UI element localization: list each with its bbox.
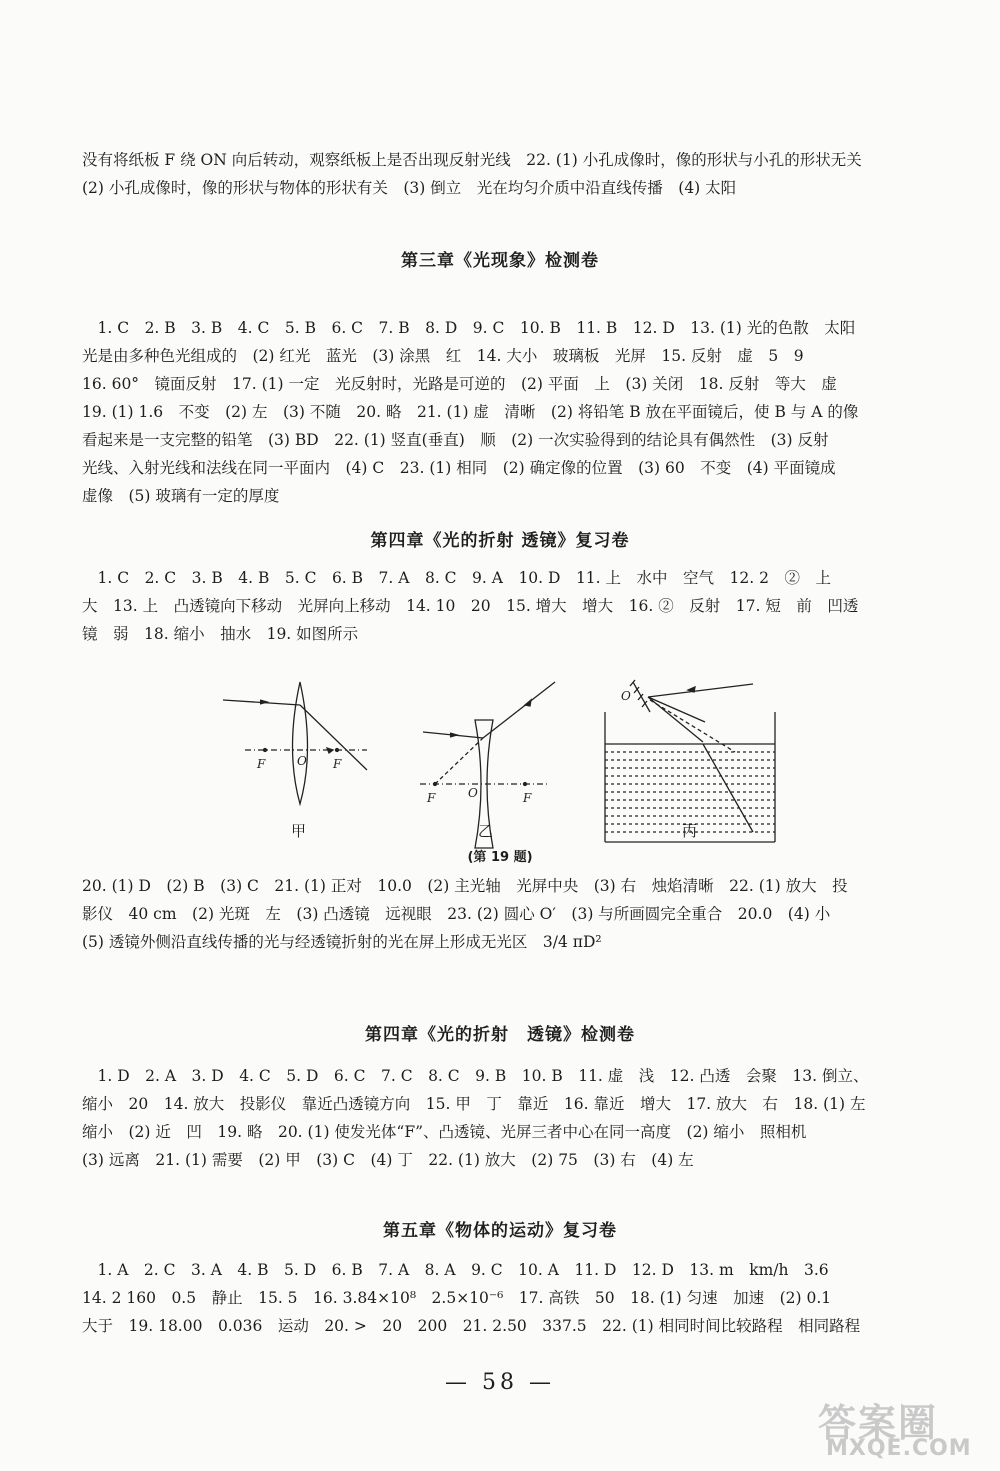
text-line: 缩小 (2) 近 凹 19. 略 20. (1) 使发光体“F”、凸透镜、光屏三者中心在同一高度 (2) 缩小 照相机 (82, 1123, 807, 1141)
watermark-logo (808, 1392, 988, 1464)
text-line: 光是由多种色光组成的 (2) 红光 蓝光 (3) 涂黑 红 14. 大小 玻璃板 光屏 15. 反射 虚 5 9 (82, 347, 804, 365)
answer-paragraph (82, 1256, 922, 1340)
text-line: 光线、入射光线和法线在同一平面内 (4) C 23. (1) 相同 (2) 确定像的位置 (3) 60 不变 (4) 平面镜成 (82, 459, 836, 477)
text-line: 没有将纸板 F 绕 ON 向后转动，观察纸板上是否出现反射光线 22. (1) 小孔成像时，像的形状与小孔的形状无关 (82, 151, 862, 169)
text-line: (3) 远离 21. (1) 需要 (2) 甲 (3) C (4) 丁 22. (1) 放大 (2) 75 (3) 右 (4) 左 (82, 1151, 694, 1169)
optical-center-label: O (468, 786, 478, 800)
section-title: 第四章《光的折射 透镜》复习卷 (370, 531, 630, 551)
text-line: 1. C 2. C 3. B 4. B 5. C 6. B 7. A 8. C 9. A 10. D 11. 上 水中 空气 12. 2 ② 上 (82, 569, 831, 587)
text-line: 大 13. 上 凸透镜向下移动 光屏向上移动 14. 10 20 15. 增大 增大 16. ② 反射 17. 短 前 凹透 (82, 597, 859, 615)
page-number: — 58 — (445, 1370, 555, 1395)
text-line: 1. D 2. A 3. D 4. C 5. D 6. C 7. C 8. C 9. B 10. B 11. 虚 浅 12. 凸透 会聚 13. 倒立、 (82, 1067, 869, 1085)
convex-lens-diagram (223, 682, 367, 804)
answer-paragraph (82, 1062, 922, 1174)
intro-paragraph (82, 146, 922, 202)
focal-point-label: F (257, 757, 266, 771)
answer-paragraph (82, 564, 922, 648)
optical-center-label: O (297, 754, 307, 768)
text-line: 19. (1) 1.6 不变 (2) 左 (3) 不随 20. 略 21. (1) 虚 清晰 (2) 将铅笔 B 放在平面镜后，使 B 与 A 的像 (82, 403, 859, 421)
text-line: 16. 60° 镜面反射 17. (1) 一定 光反射时，光路是可逆的 (2) 平面 上 (3) 关闭 18. 反射 等大 虚 (82, 375, 837, 393)
text-line: 缩小 20 14. 放大 投影仪 靠近凸透镜方向 15. 甲 丁 靠近 16. 靠近 增大 17. 放大 右 18. (1) 左 (82, 1095, 866, 1113)
figure-label-yi: 乙 (478, 822, 494, 840)
focal-point-label: F (333, 757, 342, 771)
figure-caption: (第 19 题) (467, 850, 533, 865)
text-line: 镜 弱 18. 缩小 抽水 19. 如图所示 (82, 625, 359, 643)
watermark-url: MXQE.COM (826, 1436, 972, 1461)
section-title: 第四章《光的折射 透镜》检测卷 (365, 1025, 635, 1045)
text-line: 1. A 2. C 3. A 4. B 5. D 6. B 7. A 8. A 9. C 10. A 11. D 12. D 13. m km/h 3.6 (82, 1261, 829, 1279)
watermark-text: 答案圈 (818, 1401, 939, 1445)
text-line: 20. (1) D (2) B (3) C 21. (1) 正对 10.0 (2) 主光轴 光屏中央 (3) 右 烛焰清晰 22. (1) 放大 投 (82, 877, 848, 895)
text-line: (2) 小孔成像时，像的形状与物体的形状有关 (3) 倒立 光在均匀介质中沿直线传播 (4) 太阳 (82, 179, 737, 197)
section-title: 第三章《光现象》检测卷 (401, 251, 599, 271)
text-line: 影仪 40 cm (2) 光斑 左 (3) 凸透镜 远视眼 23. (2) 圆心 O′ (3) 与所画圆完全重合 20.0 (4) 小 (82, 905, 831, 923)
figure-label-bing: 丙 (682, 822, 698, 840)
answer-paragraph (82, 872, 922, 956)
text-line: (5) 透镜外侧沿直线传播的光与经透镜折射的光在屏上形成无光区 3/4 πD² (82, 933, 602, 951)
figure-label-jia: 甲 (291, 822, 307, 840)
text-line: 看起来是一支完整的铅笔 (3) BD 22. (1) 竖直(垂直) 顺 (2) 一次实验得到的结论具有偶然性 (3) 反射 (82, 431, 829, 449)
mirror-point-label: O (621, 689, 631, 703)
water-tank-diagram (605, 680, 775, 842)
text-line: 虚像 (5) 玻璃有一定的厚度 (82, 487, 280, 505)
text-line: 14. 2 160 0.5 静止 15. 5 16. 3.84×10⁸ 2.5×10⁻⁶ 17. 高铁 50 18. (1) 匀速 加速 (2) 0.1 (82, 1289, 832, 1307)
focal-point-label: F (523, 791, 532, 805)
focal-point-label: F (427, 791, 436, 805)
section-title: 第五章《物体的运动》复习卷 (383, 1221, 617, 1241)
answer-paragraph (82, 314, 922, 510)
text-line: 大于 19. 18.00 0.036 运动 20. > 20 200 21. 2.50 337.5 22. (1) 相同时间比较路程 相同路程 (82, 1317, 861, 1335)
optics-figure (205, 672, 785, 872)
text-line: 1. C 2. B 3. B 4. C 5. B 6. C 7. B 8. D 9. C 10. B 11. B 12. D 13. (1) 光的色散 太阳 (82, 319, 856, 337)
